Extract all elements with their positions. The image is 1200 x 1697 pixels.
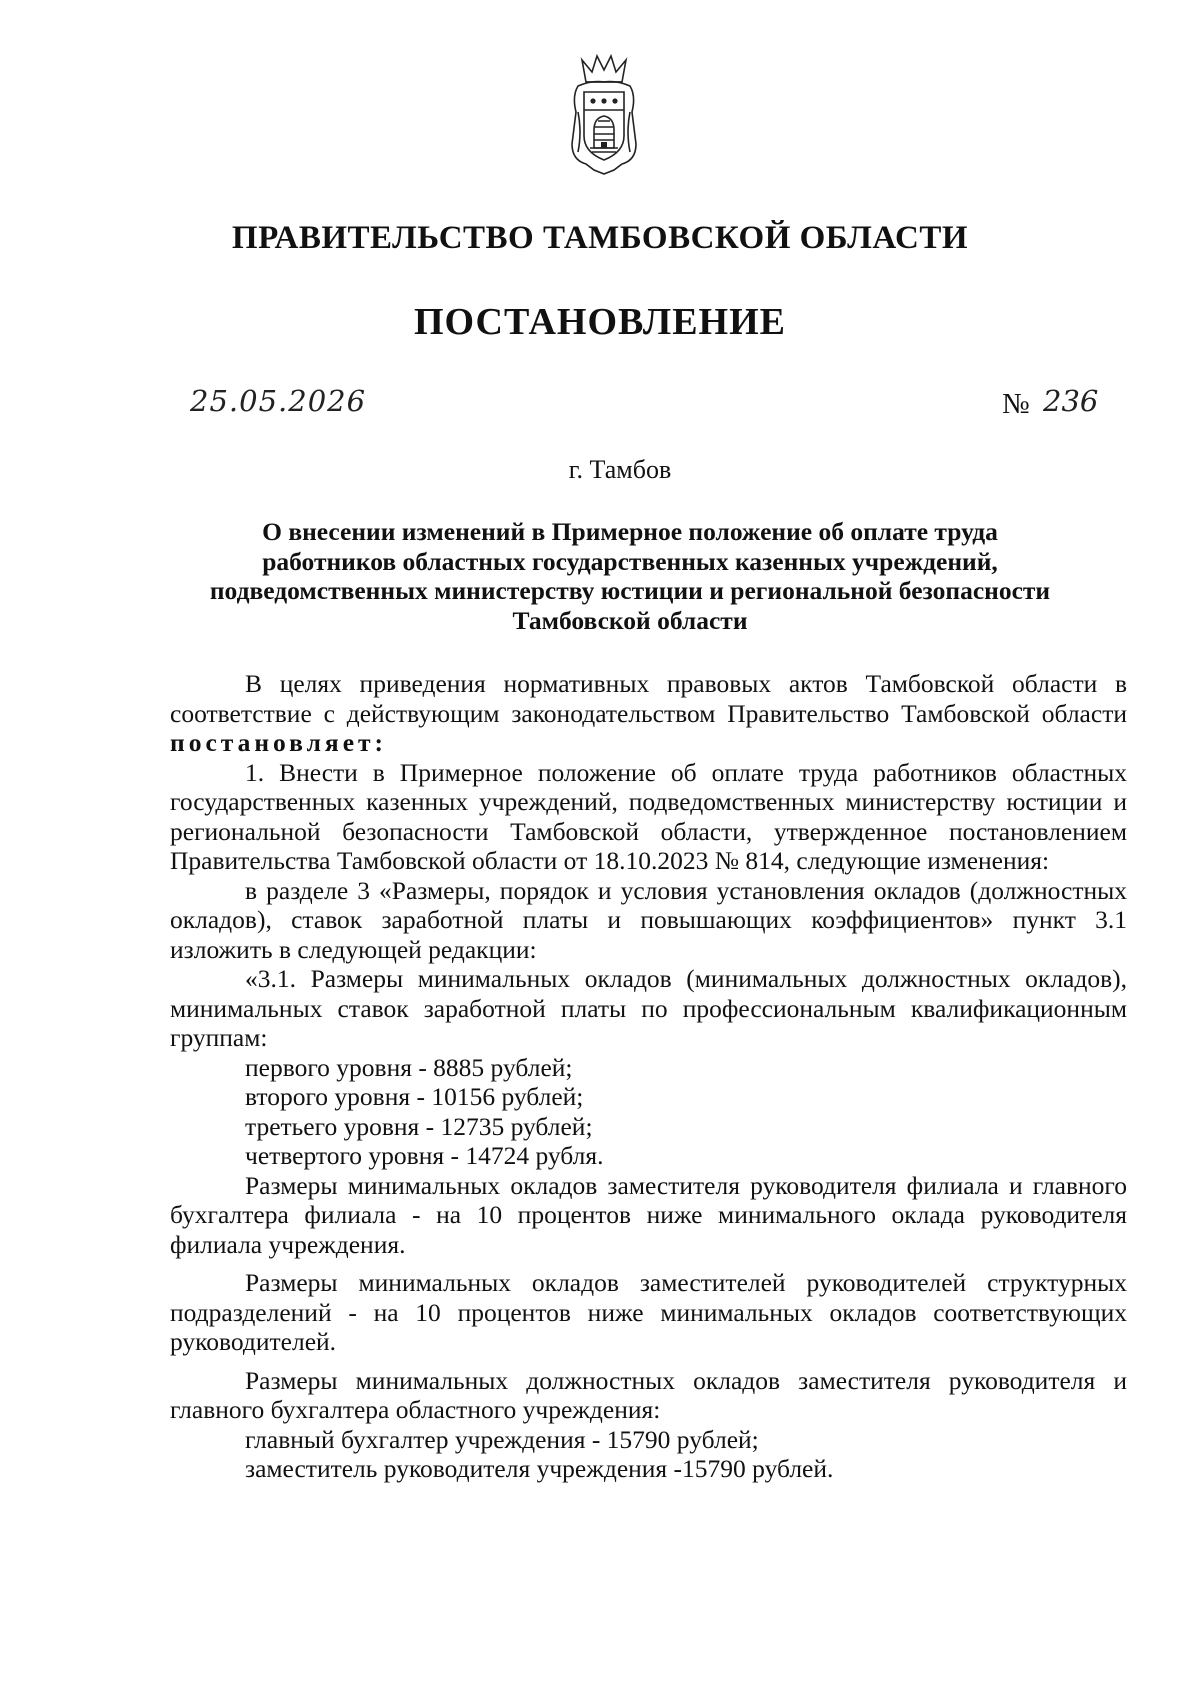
level-item: четвертого уровня - 14724 рубля. [245,1141,604,1170]
coat-of-arms-icon [564,52,644,178]
preamble-paragraph [170,669,1127,758]
subject-line: Тамбовской области [512,605,748,635]
level-item: третьего уровня - 12735 рублей; [245,1111,593,1141]
document-number: 236 [1043,384,1099,418]
deputy-branch-paragraph: Размеры минимальных окладов заместителя руководителя филиала и главного бухгалтера филиала - на 10 процентов ниже минимального оклада руководителя филиала учреждения. [170,1170,1127,1259]
number-label: № [1002,388,1030,420]
preamble-verb: постановляет: [170,728,388,757]
document-subject [170,517,1090,635]
document-body [170,669,1127,1484]
city: г. Тамбов [568,455,672,484]
preamble-text: В целях приведения нормативных правовых актов Тамбовской области в соответствие с действующим законодательством Правительство Тамбовской области [170,669,1127,728]
subject-line: О внесении изменений в Примерное положение об оплате труда [262,517,998,546]
document-date: 25.05.2026 [190,384,367,418]
deputy-head-paragraph: Размеры минимальных должностных окладов заместителя руководителя и главного бухгалтера областного учреждения: [170,1365,1127,1424]
document-type: ПОСТАНОВЛЕНИЕ [413,301,787,343]
item-1-section: в разделе 3 «Размеры, порядок и условия установления окладов (должностных окладов), ставок заработной платы и повышающих коэффициентов» пункт 3.1 изложить в следующей редакции: [170,875,1127,964]
level-item: первого уровня - 8885 рублей; [245,1052,573,1082]
subject-line: работников областных государственных казенных учреждений, [262,546,998,576]
deputy-structural-paragraph: Размеры минимальных окладов заместителей руководителей структурных подразделений - на 10 процентов ниже минимальных окладов соответствующих руководителей. [170,1268,1127,1356]
subject-line: подведомственных министерству юстиции и региональной безопасности [209,576,1051,605]
item-1: 1. Внести в Примерное положение об оплате труда работников областных государственных казенных учреждений, подведомственных министерству юстиции и региональной безопасности Тамбовской области, утвержденное постановлением Правительства Тамбовской области от 18.10.2023 № 814, следующие изменения: [170,757,1127,875]
deputy-director-item: заместитель руководителя учреждения -15790 рублей. [245,1454,834,1483]
chief-accountant-item: главный бухгалтер учреждения - 15790 рублей; [245,1424,759,1454]
government-title: ПРАВИТЕЛЬСТВО ТАМБОВСКОЙ ОБЛАСТИ [231,220,969,256]
paragraph-3-1: «3.1. Размеры минимальных окладов (минимальных должностных окладов), минимальных ставок заработной платы по профессиональным квалификационным группам: [170,964,1127,1052]
level-item: второго уровня - 10156 рублей; [245,1082,584,1111]
